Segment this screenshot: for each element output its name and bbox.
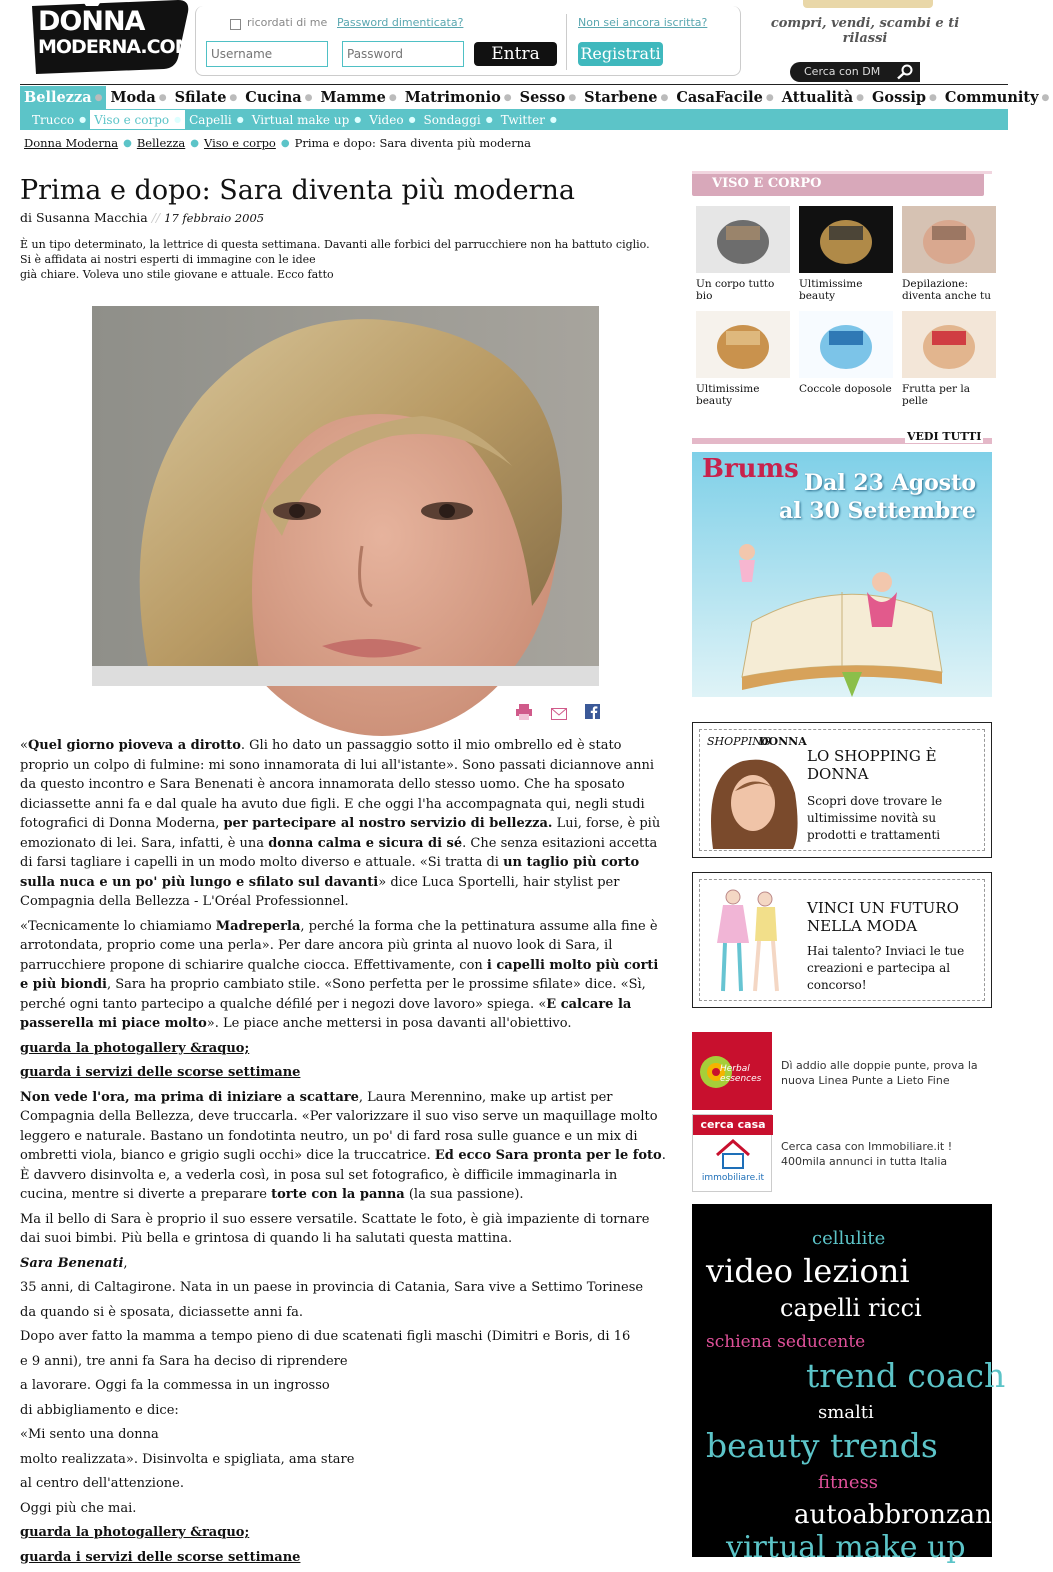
search-label: Cerca con DM <box>804 65 881 78</box>
nav-item-label: Matrimonio <box>404 89 501 106</box>
subnav-item-sondaggi[interactable] <box>420 110 497 129</box>
email-icon[interactable] <box>551 708 567 720</box>
profile-line: Dopo aver fatto la mamma a tempo pieno di due scatenati figli maschi (Dimitri e Boris, di 16 <box>20 1329 631 1344</box>
not-registered-link[interactable]: Non sei ancora iscritta? <box>578 16 708 29</box>
byline-separator: // <box>151 210 165 225</box>
brums-ad-banner[interactable] <box>692 452 992 697</box>
nav-item-attualit-[interactable] <box>778 86 868 109</box>
breadcrumb-separator-icon: ● <box>280 137 290 149</box>
subnav-separator-icon: ● <box>485 115 493 124</box>
text-run: ». Le piace anche mettersi in posa davanti all'obiettivo. <box>206 1016 572 1031</box>
nav-item-mamme[interactable] <box>317 86 401 109</box>
article-paragraph-3 <box>20 1088 668 1205</box>
shopping-logo-b: DONNA <box>759 735 807 748</box>
herbal-essences-ad-logo[interactable] <box>692 1032 772 1110</box>
promo-model-image <box>703 733 807 849</box>
profile-line: Oggi più che mai. <box>20 1500 137 1516</box>
share-icons <box>515 704 600 720</box>
viso-corpo-title: VISO E CORPO <box>712 176 822 191</box>
remember-label: ricordati di me <box>247 16 328 29</box>
thumbnail-caption[interactable]: Coccole doposole <box>799 383 892 395</box>
nav-item-label: Moda <box>110 89 156 106</box>
text-run: , <box>123 1255 128 1271</box>
thumbnail-caption[interactable]: Ultimissime beauty <box>696 383 760 407</box>
sub-navigation <box>20 109 1008 130</box>
brums-brand: Brums <box>702 454 799 484</box>
profile-line: «Mi sento una donna <box>20 1427 159 1442</box>
breadcrumb-home[interactable]: Donna Moderna <box>24 136 119 150</box>
breadcrumb-separator-icon: ● <box>190 137 199 149</box>
text-run: « <box>20 738 28 753</box>
vedi-tutti-link[interactable]: VEDI TUTTI <box>907 430 982 443</box>
nav-item-label: Sfilate <box>174 89 227 106</box>
article-date: 17 febbraio 2005 <box>164 211 265 225</box>
text-bold: i capelli molto più corti e più biondi <box>20 957 659 992</box>
nav-item-label: Community <box>944 89 1039 106</box>
text-run: Lui, forse, è più emozionato di lei. Sara, infatti, è una <box>20 816 661 851</box>
nav-item-starbene[interactable] <box>580 86 672 109</box>
subnav-separator-icon: ● <box>354 115 362 124</box>
nav-top-rule <box>20 84 1008 85</box>
past-services-link[interactable]: guarda i servizi delle scorse settimane <box>20 1065 301 1080</box>
breadcrumb-current: Prima e dopo: Sara diventa più moderna <box>294 136 531 150</box>
search-icon <box>896 64 914 80</box>
thumbnail-item[interactable] <box>902 206 998 302</box>
text-run: . È davvero disinvolta e, a vederla così, in posa sul set fotografico, è difficile immaginarla in cucina, mentre si diverte a preparare <box>20 1148 666 1202</box>
subnav-item-viso-e-corpo[interactable] <box>90 110 185 129</box>
nav-item-gossip[interactable] <box>868 86 941 109</box>
text-run: , Laura Merennino, make up artist per Compagnia della Bellezza, deve truccarla. «Per valorizzare il suo viso serve un maquillage molto leggero e naturale. Bastano un fondotinta neutro, un po' di fard rosa sulle guance e un mix di ombretti viola, bianco e grigio sugli occhi» dice la truccatrice. <box>20 1089 658 1163</box>
article-paragraph-1 <box>20 736 668 912</box>
subnav-item-trucco[interactable] <box>28 110 90 129</box>
nav-item-label: Sesso <box>519 89 566 106</box>
profile-line: a lavorare. Oggi fa la commessa in un ingrosso <box>20 1378 330 1393</box>
nav-item-label: CasaFacile <box>676 89 763 106</box>
text-run: (la sua passione). <box>404 1187 524 1202</box>
username-input[interactable] <box>206 41 328 67</box>
thumbnail-image[interactable] <box>902 311 996 378</box>
profile-name-line <box>20 1254 668 1274</box>
nav-item-label: Attualità <box>781 89 854 106</box>
thumbnail-image[interactable] <box>902 206 996 273</box>
article-intro <box>20 237 660 282</box>
photogallery-link-bottom[interactable]: guarda la photogallery &raquo; <box>20 1525 250 1540</box>
moda-contest-promo[interactable] <box>692 872 992 1008</box>
thumbnail-item[interactable] <box>799 206 895 302</box>
thumbnail-item[interactable] <box>696 311 792 407</box>
breadcrumb <box>24 136 531 150</box>
tag-cloud <box>692 1204 1011 1565</box>
viso-corpo-header <box>692 172 984 196</box>
login-button[interactable]: Entra <box>474 42 557 66</box>
nav-item-label: Cucina <box>245 89 302 106</box>
profile-line: da quando si è sposata, diciassette anni fa. <box>20 1304 304 1320</box>
subnav-separator-icon: ● <box>408 115 416 124</box>
nav-item-sesso[interactable] <box>516 86 581 109</box>
subnav-item-label: Viso e corpo <box>94 112 170 127</box>
main-navigation <box>20 86 1050 109</box>
article-main-photo[interactable] <box>92 306 599 686</box>
subnav-item-label: Video <box>369 112 404 127</box>
immobiliare-ad-logo[interactable] <box>692 1114 772 1192</box>
nav-separator-icon: ● <box>388 92 397 103</box>
immobiliare-ad-text[interactable]: Cerca casa con Immobiliare.it ! 400mila annunci in tutta Italia <box>781 1140 953 1168</box>
viso-corpo-box <box>692 172 992 448</box>
nav-separator-icon: ● <box>304 92 313 103</box>
nav-item-label: Bellezza <box>24 89 92 106</box>
thumbnail-image[interactable] <box>696 206 790 273</box>
facebook-icon[interactable] <box>585 704 600 719</box>
promo1-text: Scopri dove trovare le ultimissime novità su prodotti e trattamenti <box>807 794 943 842</box>
nav-item-moda[interactable] <box>106 86 170 109</box>
profile-lines <box>20 1278 668 1518</box>
nav-item-matrimonio[interactable] <box>401 86 516 109</box>
text-run: «Tecnicamente lo chiamiamo <box>20 918 216 934</box>
password-input[interactable] <box>342 41 464 67</box>
thumbnail-item[interactable] <box>799 311 895 395</box>
subnav-separator-icon: ● <box>174 115 182 124</box>
breadcrumb-viso-corpo[interactable]: Viso e corpo <box>203 136 276 150</box>
nav-item-label: Mamme <box>320 89 386 106</box>
tag-cloud-word[interactable]: video lezioni <box>706 1252 910 1290</box>
site-search-button[interactable] <box>790 62 920 82</box>
thumbnail-image[interactable] <box>799 206 893 273</box>
nav-separator-icon: ● <box>158 92 167 103</box>
text-bold: Quel giorno pioveva a dirotto <box>27 738 241 753</box>
nav-separator-icon: ● <box>660 92 669 103</box>
tag-cloud-word[interactable]: smalti <box>818 1402 874 1423</box>
header-decor-banner <box>803 0 933 8</box>
nav-separator-icon: ● <box>94 92 103 103</box>
article-paragraph-4: Ma il bello di Sara è proprio il suo essere versatile. Scattate le foto, è già impaziente di tornare dai suoi bimbi. Più bella e grintosa di quando li ha salutati questa mattina. <box>20 1211 650 1246</box>
thumbnail-image[interactable] <box>799 311 893 378</box>
promo1-title: LO SHOPPING È DONNA <box>807 747 937 783</box>
shopping-logo-a: SHOPPING <box>707 735 771 748</box>
breadcrumb-bellezza[interactable]: Bellezza <box>136 136 186 150</box>
promo2-text: Hai talento? Inviaci le tue creazioni e partecipa al concorso! <box>807 944 965 992</box>
profile-line: di abbigliamento e dice: <box>20 1402 179 1418</box>
nav-item-label: Starbene <box>584 89 658 106</box>
logo-text-donna: DONNA <box>38 6 145 37</box>
nav-item-cucina[interactable] <box>241 86 316 109</box>
subnav-item-video[interactable] <box>365 110 419 129</box>
text-bold: un taglio più corto sulla nuca e un po' più lungo e sfilato sul davanti <box>20 855 640 890</box>
thumbnail-image[interactable] <box>696 311 790 378</box>
subnav-separator-icon: ● <box>236 115 244 124</box>
text-run: , perché la forma che la pettinatura assume alla fine è arrotondata, proprio come una perla». Per dare ancora più grinta al nuovo look di Sara, il parrucchiere propone di schiarire qualche ciocca. Effettivamente, con <box>20 918 658 973</box>
vedi-tutti-row <box>692 430 992 448</box>
subnav-item-virtual-make-up[interactable] <box>248 110 366 129</box>
thumbnail-caption[interactable]: Un corpo tutto bio <box>696 278 775 302</box>
text-bold: Non vede l'ora, ma prima di iniziare a scattare <box>20 1089 359 1105</box>
article-paragraph-2 <box>20 917 668 1034</box>
tag-cloud-word[interactable]: beauty trends <box>706 1426 938 1465</box>
shopping-donna-promo[interactable] <box>692 722 992 858</box>
subnav-separator-icon: ● <box>79 115 87 124</box>
text-bold: donna calma e sicura di sé <box>268 835 463 851</box>
text-bold: Madreperla <box>215 918 301 934</box>
nav-separator-icon: ● <box>229 92 238 103</box>
subnav-item-label: Trucco <box>32 112 75 127</box>
header-decor-line <box>692 171 992 174</box>
thumbnail-caption[interactable]: Depilazione: diventa anche tu <box>902 278 992 302</box>
article-title: Prima e dopo: Sara diventa più moderna <box>20 175 575 206</box>
subnav-item-label: Sondaggi <box>423 112 481 127</box>
nav-item-sfilate[interactable] <box>171 86 242 109</box>
thumbnail-caption[interactable]: Ultimissime beauty <box>799 278 863 302</box>
text-bold: torte con la panna <box>271 1187 405 1202</box>
nav-item-casafacile[interactable] <box>672 86 777 109</box>
promo2-title: VINCI UN FUTURO NELLA MODA <box>807 899 959 935</box>
intro-line-2: già chiare. Voleva uno stile giovane e attuale. Ecco fatto <box>20 268 334 281</box>
subnav-separator-icon: ● <box>549 115 557 124</box>
forgot-password-link[interactable]: Password dimenticata? <box>337 16 464 29</box>
nav-item-community[interactable] <box>941 86 1053 109</box>
tag-cloud-word[interactable]: fitness <box>818 1472 878 1493</box>
photogallery-link[interactable]: guarda la photogallery &raquo; <box>20 1040 250 1056</box>
article-byline <box>20 210 264 225</box>
nav-separator-icon: ● <box>568 92 577 103</box>
text-bold: per partecipare al nostro servizio di bellezza. <box>223 816 553 831</box>
site-logo[interactable] <box>28 0 193 74</box>
nav-separator-icon: ● <box>765 92 774 103</box>
logo-text-moderna: MODERNA.COM <box>38 36 193 58</box>
herbal-logo-text: Herbal essences <box>720 1064 762 1084</box>
tag-cloud-word[interactable]: schiena seducente <box>706 1332 866 1352</box>
profile-line: al centro dell'attenzione. <box>20 1476 184 1491</box>
nav-separator-icon: ● <box>1041 92 1050 103</box>
immobiliare-logo-bottom: immobiliare.it <box>701 1173 765 1183</box>
profile-line: molto realizzata». Disinvolta e spigliata, ama stare <box>20 1451 355 1467</box>
profile-name: Sara Benenati <box>20 1255 124 1271</box>
nav-item-label: Gossip <box>872 89 927 106</box>
tag-cloud-word[interactable]: autoabbronzanti <box>794 1500 1011 1530</box>
profile-line: 35 anni, di Caltagirone. Nata in un paese in provincia di Catania, Sara vive a Settimo Torinese <box>20 1280 644 1295</box>
tag-cloud-word[interactable]: virtual make up <box>726 1530 966 1565</box>
brums-date-line-1: Dal 23 Agosto <box>804 470 976 496</box>
breadcrumb-separator-icon: ● <box>123 137 132 149</box>
remember-checkbox[interactable] <box>230 19 241 30</box>
nav-separator-icon: ● <box>929 92 937 103</box>
header-tagline: compri, vendi, scambi e ti rilassi <box>770 16 960 46</box>
intro-line-1: È un tipo determinato, la lettrice di questa settimana. Davanti alle forbici del parrucchiere non ha battuto ciglio. Si è affidata ai nostri esperti di immagine con le idee <box>20 238 650 266</box>
subnav-item-twitter[interactable] <box>497 110 561 129</box>
print-icon[interactable] <box>515 704 533 720</box>
nav-separator-icon: ● <box>503 92 512 103</box>
thumbnail-caption[interactable]: Frutta per la pelle <box>902 383 971 407</box>
text-run: , Sara ha proprio cambiato stile. «Sono perfetta per le prossime sfilate» dice. «Sì, perché ogni tanto partecipo a qualche défilé per i negozi dove lavoro» spiega. « <box>20 977 646 1012</box>
nav-separator-icon: ● <box>856 92 865 103</box>
subnav-item-label: Virtual make up <box>251 112 350 127</box>
herbal-ad-text[interactable]: Dì addio alle doppie punte, prova la nuova Linea Punte a Lieto Fine <box>781 1059 978 1087</box>
text-run: . Che senza esitazioni accetta di farsi tagliare i capelli in un modo molto diverso e attuale. «Si tratta di <box>20 835 658 870</box>
thumbnail-grid <box>692 206 992 438</box>
text-run: » dice Luca Sportelli, hair stylist per Compagnia della Bellezza - L'Oréal Professionnel. <box>20 874 620 909</box>
register-button[interactable]: Registrati <box>578 42 663 66</box>
tag-cloud-word[interactable]: cellulite <box>812 1228 886 1249</box>
article-body <box>20 736 668 1572</box>
profile-line: e 9 anni), tre anni fa Sara ha deciso di riprendere <box>20 1353 348 1369</box>
text-bold: Ed ecco Sara pronta per le foto <box>434 1148 662 1163</box>
thumbnail-item[interactable] <box>902 311 998 407</box>
article-author: di Susanna Macchia <box>20 210 148 225</box>
house-icon <box>715 1139 751 1169</box>
immobiliare-logo-top: cerca casa <box>693 1115 773 1135</box>
thumbnail-item[interactable] <box>696 206 792 302</box>
tag-cloud-word[interactable]: capelli ricci <box>780 1294 922 1322</box>
login-divider <box>566 14 567 70</box>
promo-sketch-image <box>703 883 795 999</box>
nav-item-bellezza[interactable] <box>20 86 106 109</box>
tag-cloud-word[interactable]: trend coach <box>806 1356 1006 1395</box>
text-bold: E calcare la passerella mi piace molto <box>20 996 632 1031</box>
brums-date-line-2: al 30 Settembre <box>778 498 976 524</box>
past-services-link-bottom[interactable]: guarda i servizi delle scorse settimane <box>20 1549 301 1565</box>
subnav-item-label: Twitter <box>500 112 545 127</box>
subnav-item-capelli[interactable] <box>185 110 248 129</box>
subnav-item-label: Capelli <box>189 112 232 127</box>
text-run: . Gli ho dato un passaggio sotto il mio ombrello ed è stato proprio un colpo di fulmine: mi sono innamorata di lui all'istante». Sono passati diciannove anni da questo incontro e Sara Benenati è ancora innamorata dello stesso uomo. Che ha sposato diciassette anni fa e dal quale ha avuto due figli. E che oggi l'ha accompagnata qui, negli studi fotografici di Donna Moderna, <box>20 738 654 831</box>
